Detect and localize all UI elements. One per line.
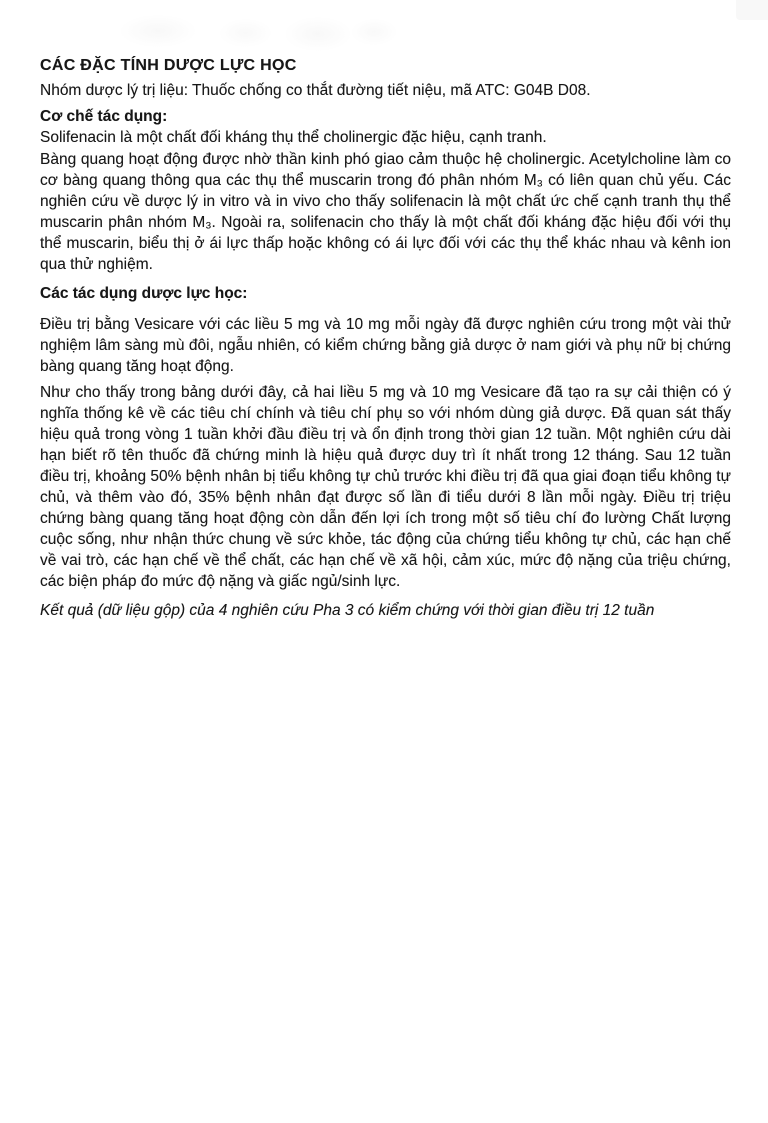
section-title-pharmacodynamic-properties: CÁC ĐẶC TÍNH DƯỢC LỰC HỌC [40,57,297,74]
mechanism-intro-line: Solifenacin là một chất đối kháng thụ thể cholinergic đặc hiệu, cạnh tranh. [40,129,547,146]
effects-paragraph-1: Điều trị bằng Vesicare với các liều 5 mg và 10 mg mỗi ngày đã được nghiên cứu trong một vài thử nghiệm lâm sàng mù đôi, ngẫu nhiên, có kiểm chứng bằng giả dược ở nam giới và phụ nữ bị chứng bàng quang tăng hoạt động. [40,316,731,375]
document-content [40,55,731,621]
scan-artifact [736,0,768,20]
pharmacotherapeutic-group-line: Nhóm dược lý trị liệu: Thuốc chống co thắt đường tiết niệu, mã ATC: G04B D08. [40,82,591,99]
pooled-results-caption: Kết quả (dữ liệu gộp) của 4 nghiên cứu Pha 3 có kiểm chứng với thời gian điều trị 12 tuần [40,602,655,619]
effects-paragraph-2: Như cho thấy trong bảng dưới đây, cả hai liều 5 mg và 10 mg Vesicare đã tạo ra sự cải thiện có ý nghĩa thống kê về các tiêu chí chính và tiêu chí phụ so với nhóm dùng giả dược. Đã quan sát thấy hiệu quả trong vòng 1 tuần khởi đầu điều trị và ổn định trong thời gian 12 tuần. Một nghiên cứu dài hạn biết rõ tên thuốc đã chứng minh là hiệu quả được duy trì ít nhất trong 12 tháng. Sau 12 tuần điều trị, khoảng 50% bệnh nhân bị tiểu không tự chủ trước khi điều trị đã qua giai đoạn tiểu không tự chủ, và thêm vào đó, 35% bệnh nhân đạt được số lần đi tiểu dưới 8 lần mỗi ngày. Điều trị triệu chứng bàng quang tăng hoạt động còn dẫn đến lợi ích trong một số tiêu chí đo lường Chất lượng cuộc sống, như nhận thức chung về sức khỏe, tác động của chứng tiểu không tự chủ, các hạn chế về vai trò, các hạn chế về thể chất, các hạn chế về xã hội, cảm xúc, mức độ nặng của triệu chứng, các biện pháp đo mức độ nặng và giấc ngủ/sinh lực. [40,384,731,590]
scan-artifact [218,18,273,48]
pharmacodynamic-effects-heading: Các tác dụng dược lực học: [40,285,248,302]
scan-artifact [350,18,398,46]
mechanism-of-action-heading: Cơ chế tác dụng: [40,108,168,125]
mechanism-paragraph: Bàng quang hoạt động được nhờ thần kinh phó giao cảm thuộc hệ cholinergic. Acetylcholine làm co cơ bàng quang thông qua các thụ thể muscarin trong đó phân nhóm M₃ có liên quan chủ yếu. Các nghiên cứu về dược lý in vitro và in vivo cho thấy solifenacin là một chất ức chế cạnh tranh thụ thể muscarin phân nhóm M₃. Ngoài ra, solifenacin cho thấy là một chất đối kháng đặc hiệu đối với thụ thể muscarin, biểu thị ở ái lực thấp hoặc không có ái lực đối với các thụ thể khác nhau và kênh ion qua thử nghiệm. [40,151,731,273]
scan-artifact [283,16,353,52]
scan-artifact [118,14,198,48]
